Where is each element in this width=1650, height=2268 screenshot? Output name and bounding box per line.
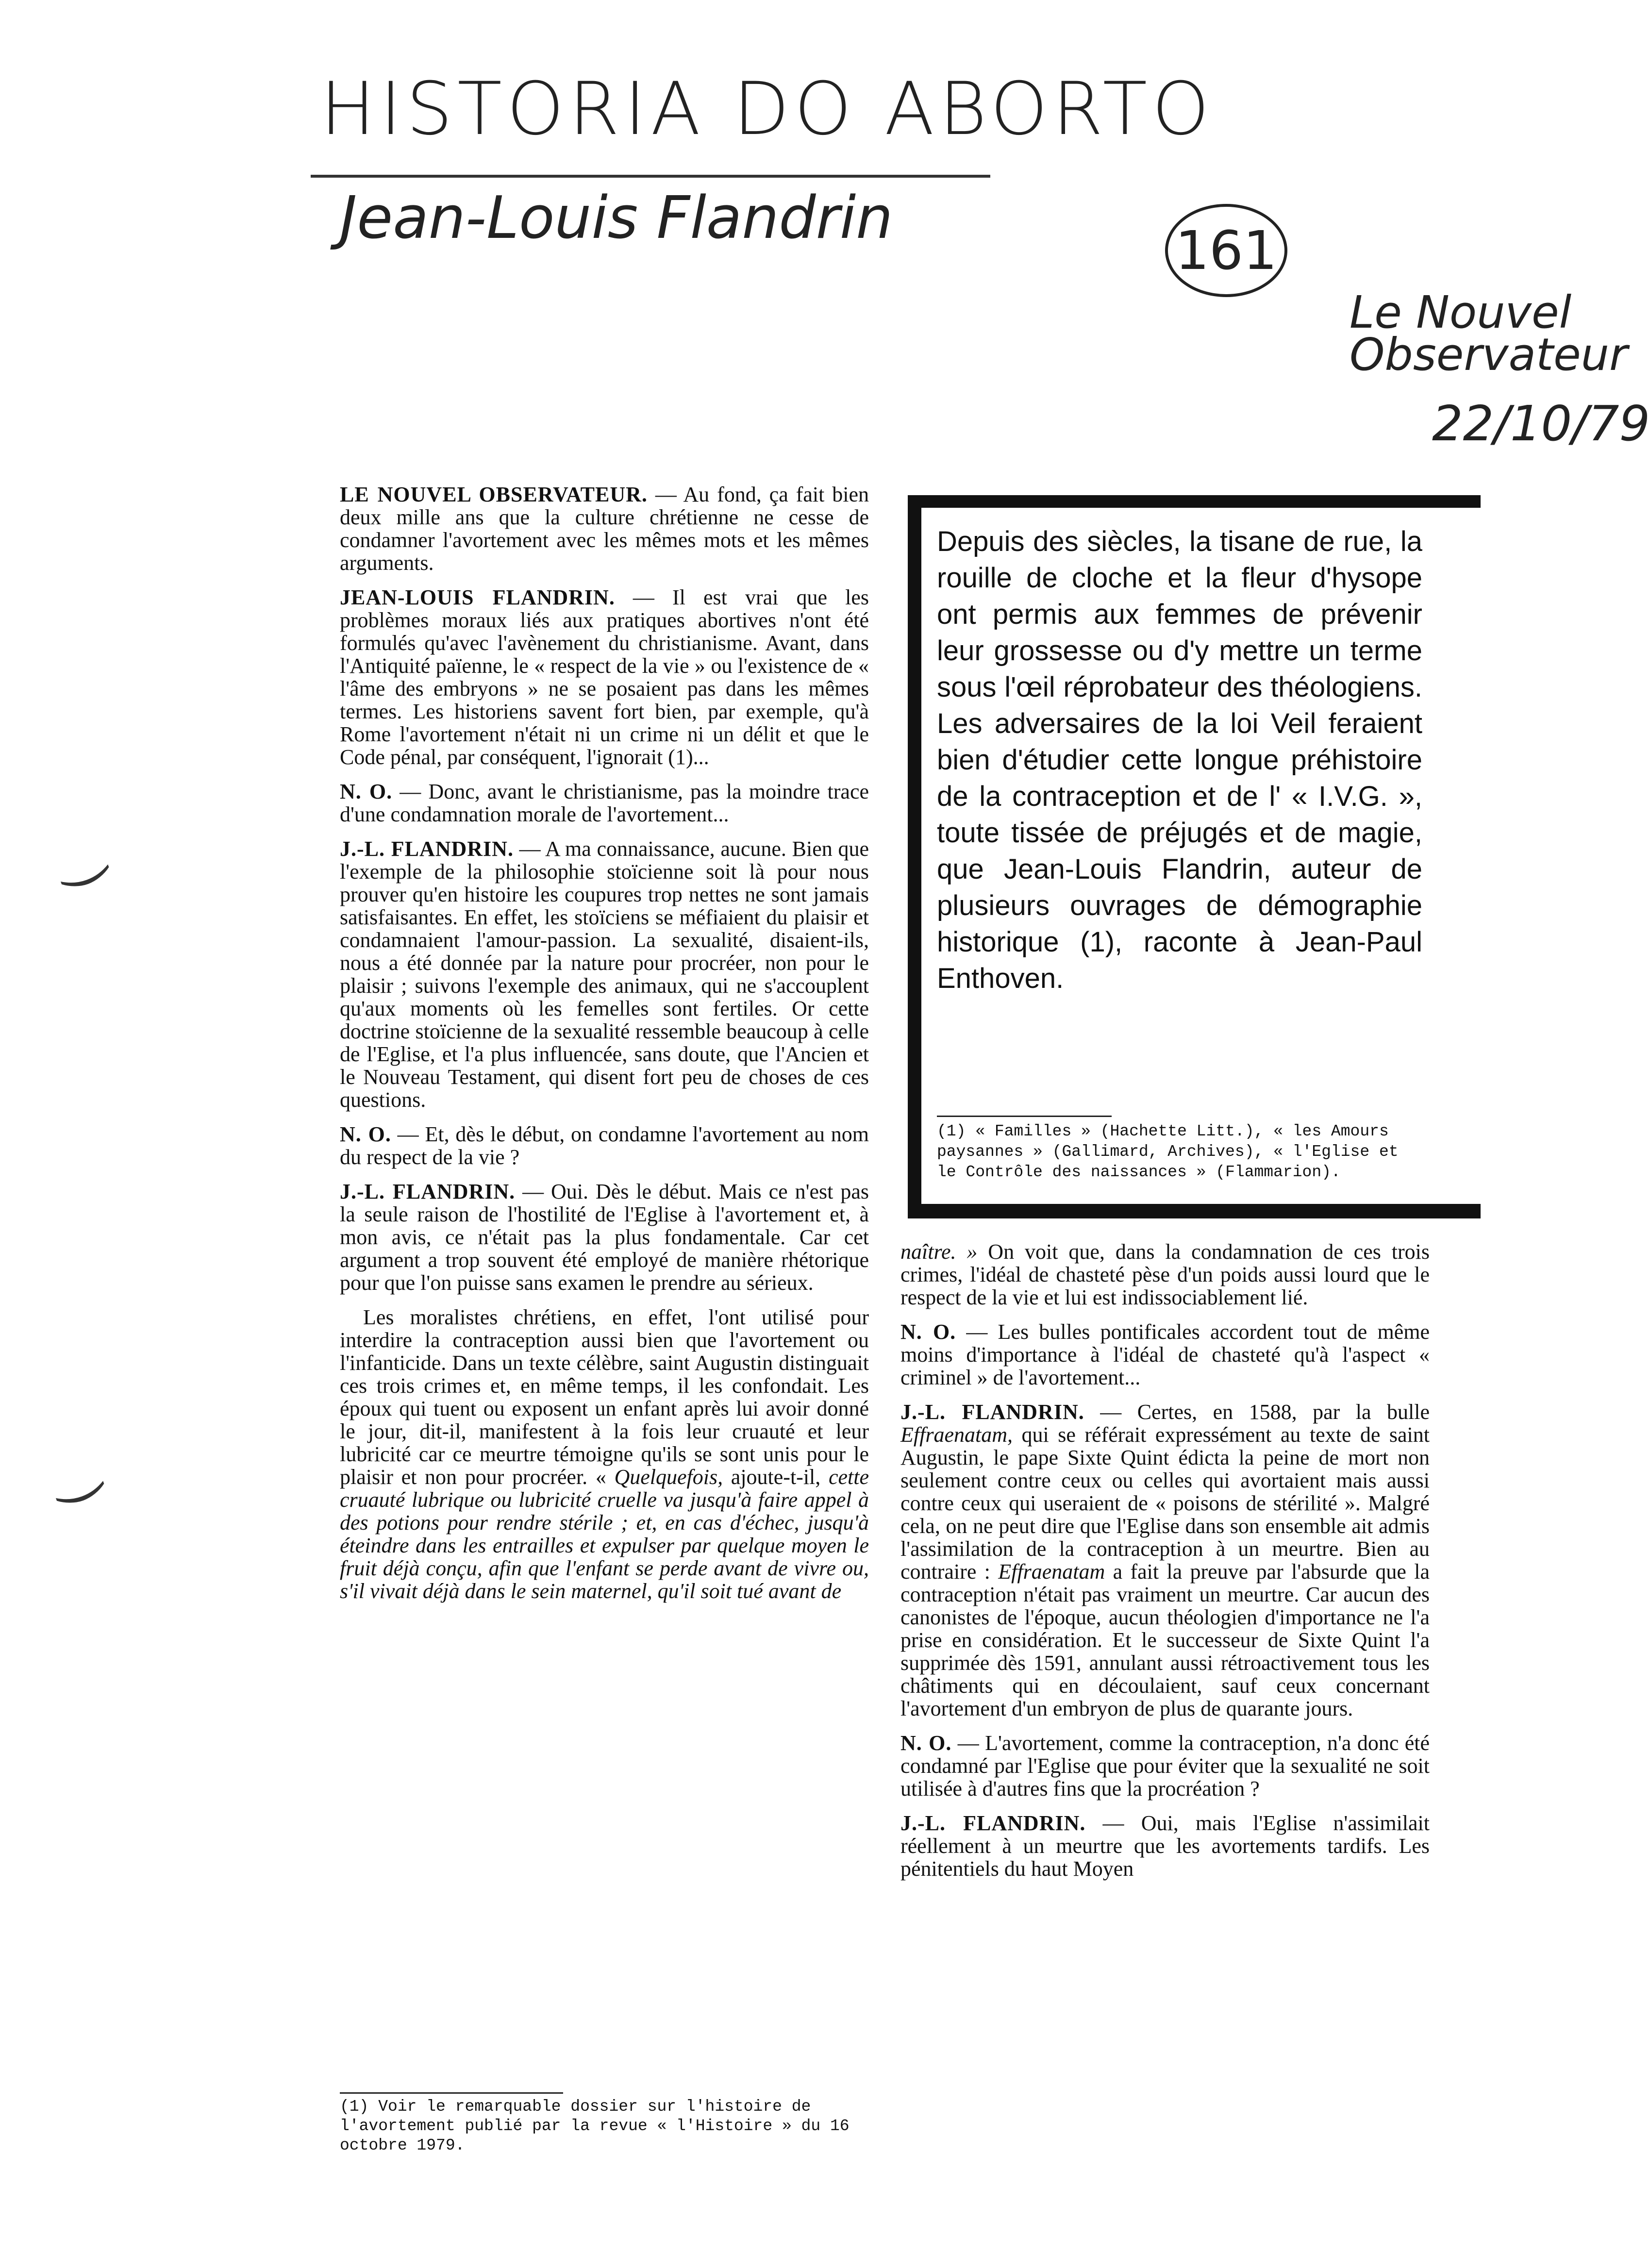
box-note-rule	[937, 1116, 1112, 1117]
speaker: LE NOUVEL OBSERVATEUR.	[340, 483, 648, 506]
handwritten-title	[320, 67, 1215, 151]
speaker: JEAN-LOUIS FLANDRIN.	[340, 585, 615, 609]
intro-footnote: (1) « Familles » (Hachette Litt.), « les Amours paysannes » (Gallimard, Archives), « l'Eglise et le Contrôle des naissances » (Flammarion).	[937, 1122, 1399, 1181]
footnote: (1) Voir le remarquable dossier sur l'histoire de l'avortement publié par la revue « l'Histoire » du 16 octobre 1979.	[340, 2098, 850, 2154]
box-border-left	[908, 495, 921, 1218]
paragraph: Les moralistes chrétiens, en effet, l'ont utilisé pour interdire la contraception aussi bien que l'avortement ou l'infanticide. Dans un texte célèbre, saint Augustin distinguait ces trois crimes et, en même temps, il les confondait. Les époux qui tuent ou exposent un enfant après lui avoir donné le jour, dit-il, manifestent à la fois leur cruauté et leur lubricité car ce meurtre témoigne qu'ils se sont unis pour le plaisir et non pour procréer. « Quelquefois, ajoute-t-il, cette cruauté lubrique ou lubricité cruelle va jusqu'à faire appel à des potions pour rendre stérile ; et, en cas d'échec, jusqu'à éteindre dans les entrailles et expulser par quelque moyen le fruit déjà conçu, afin que l'enfant se perde avant de vivre ou, s'il vivait déjà dans le sein maternel, qu'il soit tué avant de	[340, 1305, 869, 1603]
speaker: J.-L. FLANDRIN.	[340, 837, 514, 861]
paragraph: naître. » On voit que, dans la condamnation de ces trois crimes, l'idéal de chasteté pèse d'un poids aussi lourd que le respect de la vie et lui est indissociablement lié.	[900, 1240, 1430, 1309]
paragraph: N. O. — Donc, avant le christianisme, pas la moindre trace d'une condamnation morale de l'avortement...	[340, 780, 869, 826]
paragraph: N. O. — Et, dès le début, on condamne l'avortement au nom du respect de la vie ?	[340, 1122, 869, 1169]
handwritten-source: Le Nouvel Observateur	[1350, 286, 1628, 381]
speaker: J.-L. FLANDRIN.	[900, 1400, 1084, 1424]
title-underline	[311, 175, 990, 178]
intro-text: Depuis des siècles, la tisane de rue, la rouille de cloche et la fleur d'hysope ont permis aux femmes de prévenir leur grossesse ou d'y mettre un terme sous l'œil réprobateur des théologiens. Les adversaires de la loi Veil feraient bien d'étudier cette longue préhistoire de la contraception et de l' « I.V.G. », toute tissée de préjugés et de magie, que Jean-Louis Flandrin, auteur de plusieurs ouvrages de démographie historique (1), raconte à Jean-Paul Enthoven.	[937, 526, 1422, 994]
footnote-rule	[340, 2092, 563, 2094]
speaker: N. O.	[340, 780, 393, 803]
paragraph: LE NOUVEL OBSERVATEUR. — Au fond, ça fait bien deux mille ans que la culture chrétienne ne cesse de condamner l'avortement avec les mêmes mots et les mêmes arguments.	[340, 483, 869, 575]
handwritten-page-number: 161	[1165, 204, 1287, 297]
paragraph: J.-L. FLANDRIN. — Oui. Dès le début. Mais ce n'est pas la seule raison de l'hostilité de l'Eglise à l'avortement et, à mon avis, ce n'était pas la plus fondamentale. Car cet argument a trop souvent été employé de manière rhétorique pour que l'on puisse sans examen le prendre au sérieux.	[340, 1180, 869, 1295]
title-text: HISTORIA DO ABORTO	[320, 67, 1215, 151]
intro-box	[908, 495, 1481, 1218]
speaker: N. O.	[340, 1122, 391, 1146]
box-border-top	[908, 495, 1481, 508]
paragraph: J.-L. FLANDRIN. — Certes, en 1588, par la bulle Effraenatam, qui se référait expressément au texte de saint Augustin, le pape Sixte Quint édicta la peine de mort non seulement contre ceux ou celles qui avortaient mais aussi contre ceux qui useraient de « poisons de stérilité ». Malgré cela, on ne peut dire que l'Eglise dans son ensemble ait admis l'assimilation de la contraception à un meurtre. Bien au contraire : Effraenatam a fait la preuve par l'absurde que la contraception n'était pas vraiment un meurtre. Car aucun des canonistes de l'époque, aucun théologien d'importance ne l'a prise en considération. Et le successeur de Sixte Quint l'a supprimée dès 1591, annulant aussi rétroactivement tous les châtiments qui en découlaient, sauf ceux concernant l'avortement d'un embryon de plus de quarante jours.	[900, 1400, 1430, 1720]
box-border-bottom	[908, 1204, 1481, 1218]
left-column	[340, 483, 869, 1614]
margin-mark: ⏝	[36, 1430, 107, 1506]
speaker: N. O.	[900, 1731, 952, 1755]
speaker: N. O.	[900, 1320, 956, 1344]
handwritten-author: Jean-Louis Flandrin	[340, 184, 893, 252]
speaker: J.-L. FLANDRIN.	[340, 1180, 516, 1203]
paragraph: J.-L. FLANDRIN. — Oui, mais l'Eglise n'assimilait réellement à un meurtre que les avortements tardifs. Les pénitentiels du haut Moyen	[900, 1811, 1430, 1881]
paragraph: JEAN-LOUIS FLANDRIN. — Il est vrai que les problèmes moraux liés aux pratiques abortives n'ont été formulés qu'avec l'avènement du christianisme. Avant, dans l'Antiquité païenne, le « respect de la vie » ou l'existence de « l'âme des embryons » ne se posaient pas dans les mêmes termes. Les historiens savent fort bien, par exemple, qu'à Rome l'avortement n'était ni un crime ni un délit et que le Code pénal, par conséquent, l'ignorait (1)...	[340, 585, 869, 769]
paragraph: N. O. — L'avortement, comme la contraception, n'a donc été condamné par l'Eglise que pour éviter que la sexualité ne soit utilisée à d'autres fins que la procréation ?	[900, 1731, 1430, 1801]
paragraph: N. O. — Les bulles pontificales accordent tout de même moins d'importance à l'idéal de chasteté qu'à l'aspect « criminel » de l'avortement...	[900, 1320, 1430, 1389]
handwritten-date: 22/10/79	[1432, 395, 1650, 452]
margin-mark: ⏝	[41, 813, 112, 890]
paragraph: J.-L. FLANDRIN. — A ma connaissance, aucune. Bien que l'exemple de la philosophie stoïcienne soit là pour nous prouver qu'en histoire les coupures trop nettes ne sont jamais satisfaisantes. En effet, les stoïciens se méfiaient du plaisir et condamnaient l'amour-passion. La sexualité, disaient-ils, nous a été donnée par la nature pour procréer, non pour le plaisir ; suivons l'exemple des animaux, qui ne s'accouplent qu'aux moments où les femelles sont fertiles. Or cette doctrine stoïcienne de la sexualité ressemble beaucoup à celle de l'Eglise, et l'a plus influencée, sans doute, que l'Ancien et le Nouveau Testament, qui disent fort peu de choses de ces questions.	[340, 837, 869, 1112]
right-column	[900, 1240, 1430, 1892]
speaker: J.-L. FLANDRIN.	[900, 1811, 1086, 1835]
